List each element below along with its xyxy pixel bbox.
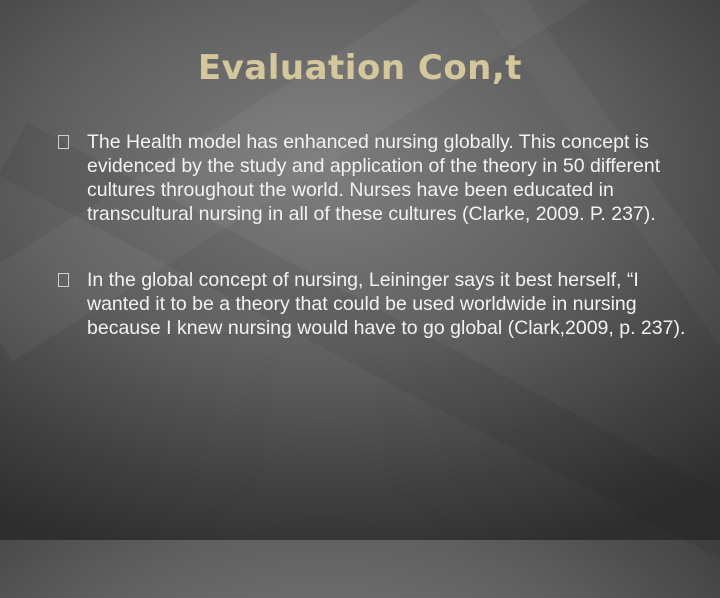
bullet-text: In the global concept of nursing, Leininger says it best herself, “I wanted it to be a theory that could be used worldwide in nursing because I knew nursing would have to go global (Clark,2009, p. 237). xyxy=(87,269,686,339)
square-bullet-icon xyxy=(58,135,69,149)
square-bullet-icon xyxy=(58,273,69,287)
bullet-text: The Health model has enhanced nursing globally. This concept is evidenced by the study and application of the theory in 50 different cultures throughout the world. Nurses have been educated in transcultural nursing in all of these cultures (Clarke, 2009. P. 237). xyxy=(87,131,661,225)
slide-title: Evaluation Con,t xyxy=(197,48,523,88)
bullet-item xyxy=(58,268,698,340)
bullet-list xyxy=(58,130,698,382)
bullet-item xyxy=(58,130,698,226)
